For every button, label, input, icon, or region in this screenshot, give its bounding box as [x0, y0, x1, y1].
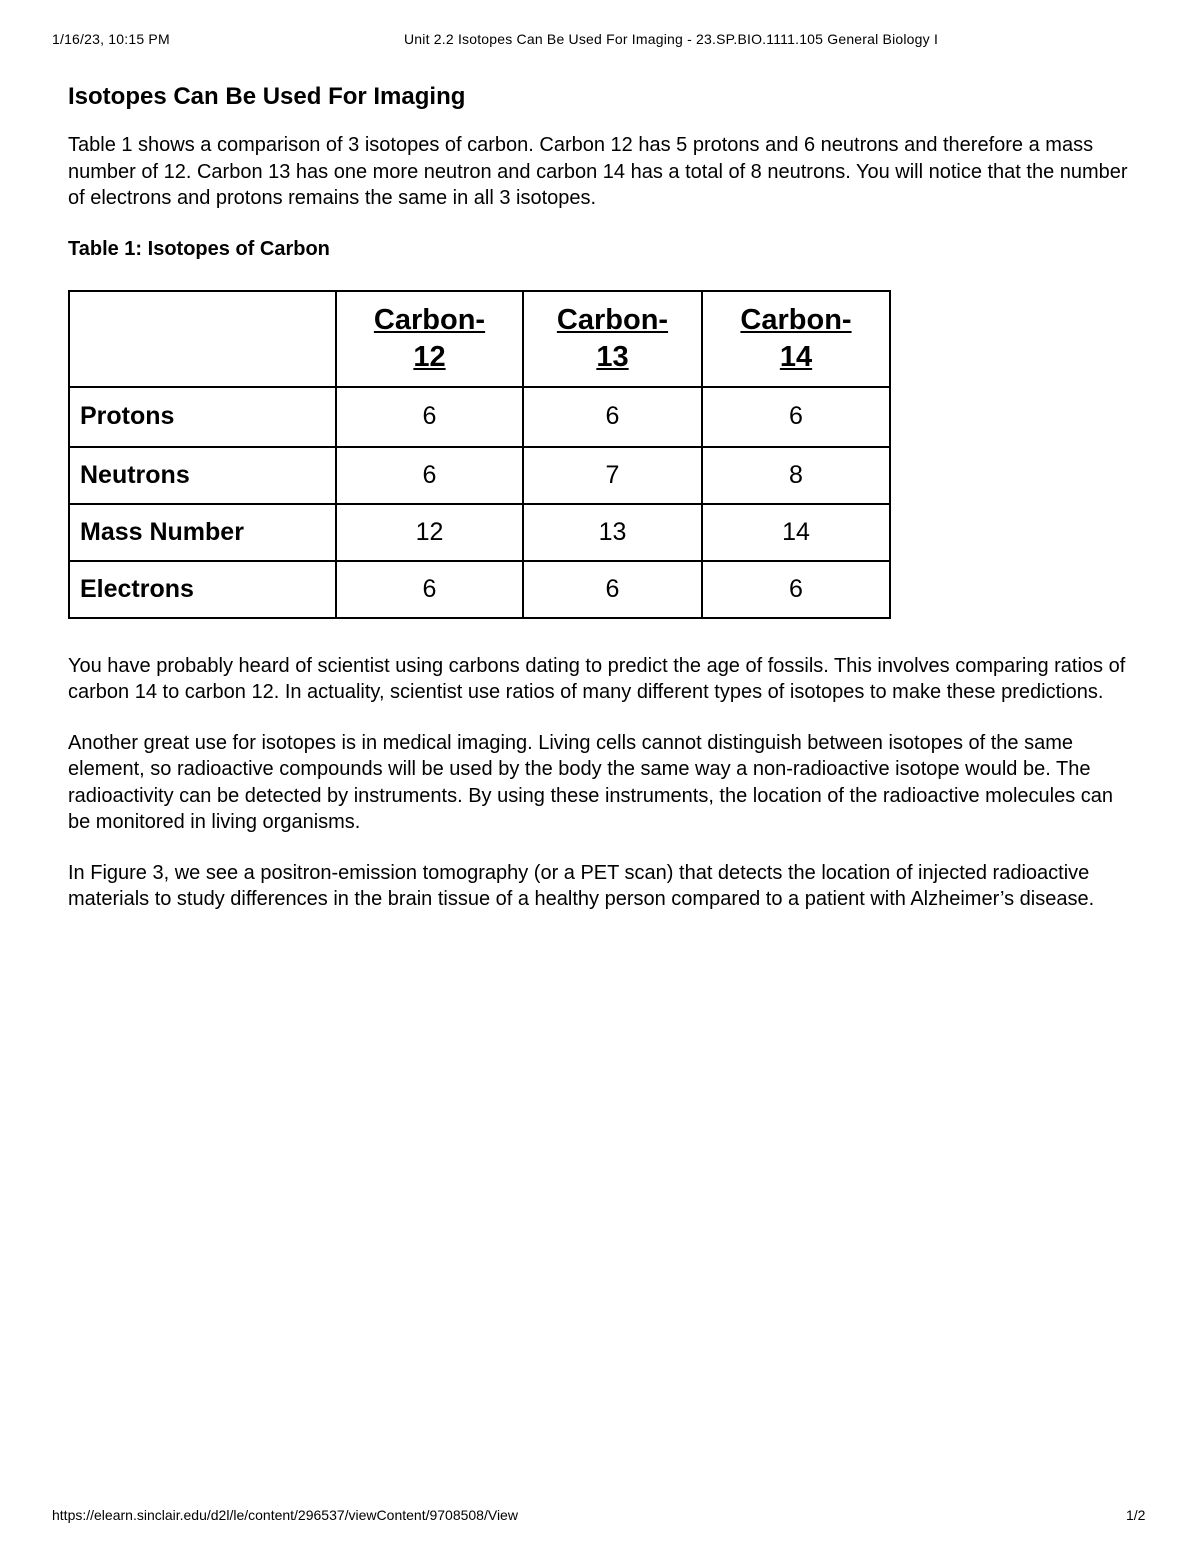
- column-header-carbon-14-line1: Carbon-: [740, 303, 852, 336]
- row-label: Neutrons: [69, 447, 336, 504]
- table-cell: 6: [336, 561, 523, 618]
- table-cell: 12: [336, 504, 523, 561]
- table-row-neutrons: [69, 447, 890, 504]
- table-cell: 13: [523, 504, 702, 561]
- column-header-carbon-14: [702, 291, 890, 387]
- table-cell: 14: [702, 504, 890, 561]
- isotopes-table: [68, 290, 891, 619]
- column-header-carbon-13-line1: Carbon-: [556, 303, 669, 336]
- table-cell: 6: [336, 447, 523, 504]
- column-header-carbon-13: [523, 291, 702, 387]
- table-caption: Table 1: Isotopes of Carbon: [68, 237, 330, 260]
- table-row-electrons: [69, 561, 890, 618]
- carbon-dating-paragraph: You have probably heard of scientist using carbons dating to predict the age of fossils. This involves comparing ratios of carbon 14 to carbon 12. In actuality, scientist use ratios of many different types of isotopes to make these predictions.: [68, 654, 1126, 703]
- row-label: Mass Number: [69, 504, 336, 561]
- column-header-carbon-14-line2: 14: [779, 340, 813, 373]
- row-label: Protons: [69, 387, 336, 447]
- print-datetime: 1/16/23, 10:15 PM: [52, 31, 170, 47]
- table-cell: 6: [702, 387, 890, 447]
- table-corner-cell: [69, 291, 336, 387]
- table-row-protons: [69, 387, 890, 447]
- print-page-number: 1/2: [1126, 1507, 1146, 1523]
- medical-imaging-paragraph: Another great use for isotopes is in medical imaging. Living cells cannot distinguish between isotopes of the same element, so radioactive compounds will be used by the body the same way a non-radioactive isotope would be. The radioactivity can be detected by instruments. By using these instruments, the location of the radioactive molecules can be monitored in living organisms.: [68, 731, 1113, 833]
- row-label: Electrons: [69, 561, 336, 618]
- table-header-row: [69, 291, 890, 387]
- pet-scan-paragraph: In Figure 3, we see a positron-emission tomography (or a PET scan) that detects the location of injected radioactive materials to study differences in the brain tissue of a healthy person compared to a patient with Alzheimer’s disease.: [68, 861, 1095, 910]
- article-content: [68, 82, 1138, 937]
- print-source-url[interactable]: https://elearn.sinclair.edu/d2l/le/content/296537/viewContent/9708508/View: [52, 1507, 518, 1523]
- table-cell: 6: [702, 561, 890, 618]
- table-cell: 8: [702, 447, 890, 504]
- table-cell: 7: [523, 447, 702, 504]
- article-heading: Isotopes Can Be Used For Imaging: [68, 83, 466, 110]
- column-header-carbon-12-line2: 12: [413, 340, 446, 373]
- table-cell: 6: [523, 561, 702, 618]
- print-page-title: Unit 2.2 Isotopes Can Be Used For Imaging - 23.SP.BIO.1111.105 General Biology I: [404, 31, 939, 47]
- intro-paragraph: Table 1 shows a comparison of 3 isotopes of carbon. Carbon 12 has 5 protons and 6 neutrons and therefore a mass number of 12. Carbon 13 has one more neutron and carbon 14 has a total of 8 neutrons. You will notice that the number of electrons and protons remains the same in all 3 isotopes.: [68, 134, 1128, 209]
- table-cell: 6: [523, 387, 702, 447]
- column-header-carbon-12: [336, 291, 523, 387]
- column-header-carbon-12-line1: Carbon-: [373, 303, 486, 336]
- column-header-carbon-13-line2: 13: [596, 340, 629, 373]
- table-row-mass-number: [69, 504, 890, 561]
- table-cell: 6: [336, 387, 523, 447]
